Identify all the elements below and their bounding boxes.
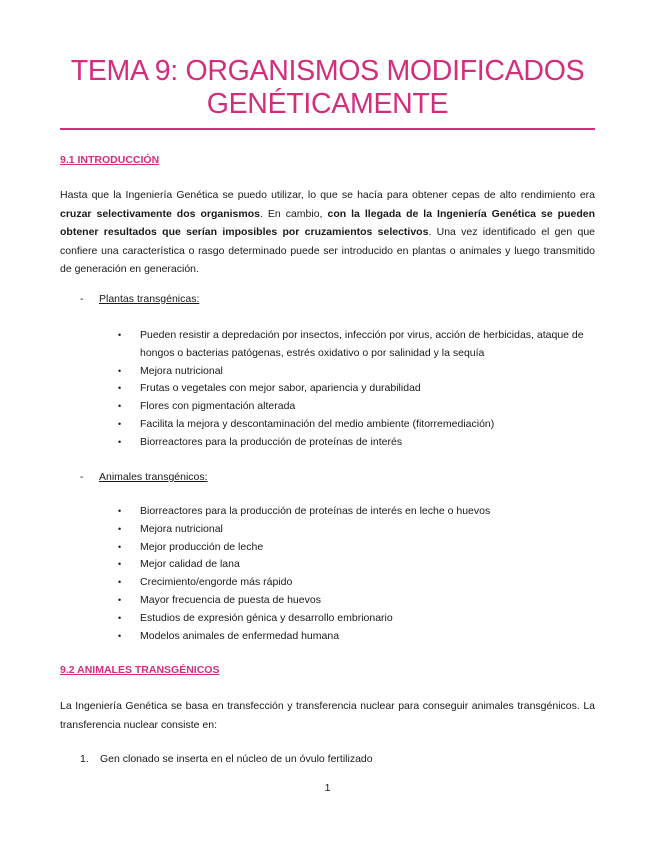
dash-marker: - [80, 293, 84, 305]
intro-bold-1: cruzar selectivamente dos organismos [60, 207, 260, 220]
list-item: • Mejora nutricional [118, 363, 596, 381]
section-heading-introduccion: 9.1 INTRODUCCIÓN [60, 154, 160, 166]
list-item: • Frutas o vegetales con mejor sabor, apariencia y durabilidad [118, 380, 596, 398]
page-number: 1 [324, 782, 331, 794]
list-item: • Modelos animales de enfermedad humana [118, 628, 596, 646]
plants-subheading [80, 291, 199, 307]
animals-list [118, 503, 596, 645]
intro-text-2: . En cambio, [259, 207, 328, 220]
bullet-icon: • [118, 365, 122, 376]
list-item: • Mejor calidad de lana [118, 556, 596, 574]
animals-subheading [80, 469, 208, 485]
list-item: • Mejora nutricional [118, 521, 596, 539]
bullet-icon: • [118, 523, 122, 534]
list-item: • Mejor producción de leche [118, 539, 596, 557]
title-line-1: TEMA 9: ORGANISMOS MODIFICADOS [70, 55, 585, 87]
list-item: • Pueden resistir a depredación por insectos, infección por virus, acción de herbicidas, ataque de hongos o bacterias patógenas, estrés oxidativo o por salinidad y la sequía [118, 329, 584, 359]
step-text: Gen clonado se inserta en el núcleo de un óvulo fertilizado [100, 753, 373, 765]
bullet-icon: • [118, 436, 122, 447]
list-item: • Estudios de expresión génica y desarrollo embrionario [118, 610, 596, 628]
bullet-icon: • [118, 541, 122, 552]
bullet-icon: • [118, 559, 122, 570]
bullet-icon: • [118, 577, 122, 588]
section-heading-animales: 9.2 ANIMALES TRANSGÉNICOS [60, 664, 220, 676]
list-item: • Biorreactores para la producción de proteínas de interés [118, 434, 596, 452]
intro-text-1: Hasta que la Ingeniería Genética se puedo utilizar, lo que se hacía para obtener cepas de alto rendimiento era [60, 189, 595, 201]
bullet-icon: • [118, 612, 122, 623]
step-number: 1. [80, 753, 89, 765]
list-item: • Flores con pigmentación alterada [118, 398, 596, 416]
intro-paragraph [60, 186, 595, 279]
intro-text-3: . Una vez identificado el gen que confiere una característica o rasgo determinado puede ser introducido en plantas o animales y luego transmitido de generación en generación. [60, 226, 595, 275]
bullet-icon: • [118, 418, 122, 429]
list-item: • Facilita la mejora y descontaminación del medio ambiente (fitorremediación) [118, 416, 596, 434]
intro-bold-2: con la llegada de la Ingeniería Genética se pueden obtener resultados que serían imposibles por cruzamientos selectivos [60, 207, 596, 238]
dash-marker: - [80, 471, 84, 483]
section2-paragraph: La Ingeniería Genética se basa en transfección y transferencia nuclear para conseguir animales transgénicos. La transferencia nuclear consiste en: [60, 700, 595, 731]
bullet-icon: • [118, 506, 122, 516]
bullet-icon: • [118, 594, 122, 605]
title-divider [60, 128, 595, 130]
list-item: • Mayor frecuencia de puesta de huevos [118, 592, 596, 610]
list-item: • Biorreactores para la producción de proteínas de interés en leche o huevos [118, 503, 596, 521]
plants-label: Plantas transgénicas: [99, 293, 200, 305]
bullet-icon: • [118, 401, 122, 412]
title-line-2: GENÉTICAMENTE [206, 88, 449, 120]
bullet-icon: • [118, 630, 122, 641]
numbered-step [80, 751, 373, 767]
page-title [60, 55, 595, 121]
list-item: • Crecimiento/engorde más rápido [118, 574, 596, 592]
animals-label: Animales transgénicos: [99, 471, 208, 483]
plants-list [118, 327, 596, 452]
bullet-icon: • [118, 383, 122, 394]
bullet-icon: • [118, 330, 122, 340]
